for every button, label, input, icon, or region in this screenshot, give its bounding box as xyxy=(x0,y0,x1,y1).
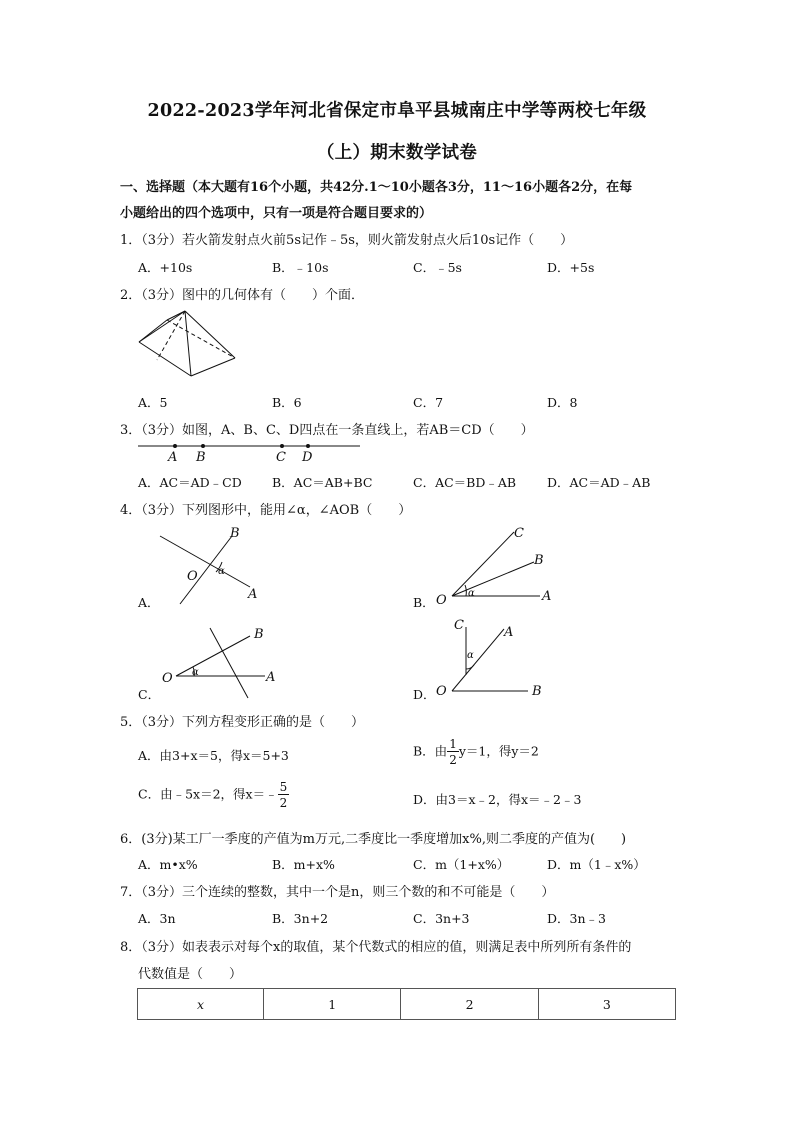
q2-option-c[interactable]: C．7 xyxy=(413,395,444,410)
q6-option-a[interactable]: A．m•x% xyxy=(138,857,198,872)
q4d-label-alpha: α xyxy=(467,650,474,661)
q4c-label-o: O xyxy=(162,671,173,686)
q3-option-c[interactable]: C．AC＝BD﹣AB xyxy=(413,475,517,490)
q6-option-c[interactable]: C．m（1+x%） xyxy=(413,857,510,872)
q3-option-a[interactable]: A．AC＝AD﹣CD xyxy=(138,475,242,490)
q4b-label-a: A xyxy=(542,589,552,604)
table-cell: x xyxy=(138,989,264,1020)
point-b-label: B xyxy=(196,450,206,465)
q5-option-d[interactable]: D．由3＝x﹣2，得x＝﹣2﹣3 xyxy=(413,792,582,807)
table-cell: 2 xyxy=(401,989,538,1020)
page-title: 2022-2023学年河北省保定市阜平县城南庄中学等两校七年级 xyxy=(147,101,647,121)
q5-option-a[interactable]: A．由3+x＝5，得x＝5+3 xyxy=(138,748,289,763)
q4a-label-o: O xyxy=(187,569,198,584)
q3-option-d[interactable]: D．AC＝AD﹣AB xyxy=(547,475,651,490)
q6-option-b[interactable]: B．m+x% xyxy=(272,857,335,872)
q5c-denominator: 2 xyxy=(279,796,288,810)
q8-stem-line2: 代数值是（ ） xyxy=(138,967,243,982)
q7-stem: 7．（3分）三个连续的整数，其中一个是n，则三个数的和不可能是（ ） xyxy=(120,885,555,900)
point-d-label: D xyxy=(302,450,313,465)
q7-option-a[interactable]: A．3n xyxy=(138,911,176,926)
q4b-label-alpha: α xyxy=(468,588,475,599)
section-header-line2: 小题给出的四个选项中，只有一项是符合题目要求的） xyxy=(120,206,433,221)
q4c-label-a: A xyxy=(266,670,276,685)
q4-figure-d xyxy=(430,615,550,700)
q2-stem: 2．（3分）图中的几何体有（ ）个面． xyxy=(120,288,365,303)
q7-option-b[interactable]: B．3n+2 xyxy=(272,911,329,926)
q5b-numerator: 1 xyxy=(449,737,457,751)
q4c-label-b: B xyxy=(254,627,264,642)
q7-option-d[interactable]: D．3n﹣3 xyxy=(547,911,606,926)
page-subtitle: （上）期末数学试卷 xyxy=(316,143,478,163)
point-a-label: A xyxy=(168,450,178,465)
q4-option-c[interactable]: C． xyxy=(138,687,161,702)
q3-number-line xyxy=(138,440,363,465)
q5b-suffix: y＝1，得y＝2 xyxy=(458,743,539,759)
section-header-line1: 一、选择题（本大题有16个小题，共42分.1～10小题各3分，11～16小题各2分，在每 xyxy=(120,180,633,195)
q5c-fraction xyxy=(278,781,290,809)
q4a-label-b: B xyxy=(230,526,240,541)
q2-option-b[interactable]: B．6 xyxy=(272,395,302,410)
q4a-label-alpha: α xyxy=(218,566,225,577)
q3-option-b[interactable]: B．AC＝AB+BC xyxy=(272,475,373,490)
q5-option-b[interactable] xyxy=(413,738,539,766)
q4b-label-o: O xyxy=(436,593,447,608)
q1-option-a[interactable]: A．+10s xyxy=(138,260,193,275)
table-cell: 1 xyxy=(264,989,401,1020)
q4-option-a[interactable]: A． xyxy=(138,595,160,610)
q2-option-a[interactable]: A．5 xyxy=(138,395,168,410)
q1-option-b[interactable]: B．﹣10s xyxy=(272,260,329,275)
q5-stem: 5．（3分）下列方程变形正确的是（ ） xyxy=(120,715,365,730)
table-cell: 3 xyxy=(538,989,675,1020)
q5b-denominator: 2 xyxy=(449,753,457,767)
q4-option-b[interactable]: B． xyxy=(413,595,435,610)
q4-stem: 4．（3分）下列图形中，能用∠α，∠AOB（ ） xyxy=(120,503,412,518)
q1-option-c[interactable]: C．﹣5s xyxy=(413,260,462,275)
q4b-label-c: C xyxy=(514,526,524,541)
q6-stem: 6．(3分)某工厂一季度的产值为m万元,二季度比一季度增加x%,则二季度的产值为( ) xyxy=(120,832,627,847)
table-row xyxy=(138,989,676,1020)
q4d-label-a: A xyxy=(504,625,514,640)
q3-stem: 3．（3分）如图，A、B、C、D四点在一条直线上，若AB＝CD（ ） xyxy=(120,423,534,438)
q4-figure-b xyxy=(430,522,560,607)
q7-option-c[interactable]: C．3n+3 xyxy=(413,911,470,926)
q4d-label-o: O xyxy=(436,684,447,699)
q8-value-table xyxy=(137,988,676,1020)
q4c-label-alpha: α xyxy=(192,667,199,678)
q1-option-d[interactable]: D．+5s xyxy=(547,260,595,275)
q4b-label-b: B xyxy=(534,553,544,568)
point-c-label: C xyxy=(276,450,286,465)
q5-option-c[interactable] xyxy=(138,781,289,809)
q8-stem-line1: 8．（3分）如表表示对每个x的取值，某个代数式的相应的值，则满足表中所列所有条件的 xyxy=(120,940,632,955)
q5c-prefix: C．由﹣5x＝2，得x＝﹣ xyxy=(138,786,278,802)
q6-option-d[interactable]: D．m（1﹣x%） xyxy=(547,857,646,872)
q4d-label-c: C xyxy=(454,618,464,633)
q4d-label-b: B xyxy=(532,684,542,699)
q5b-fraction xyxy=(447,738,459,766)
q4-figure-a xyxy=(150,522,270,607)
q1-stem: 1．（3分）若火箭发射点火前5s记作﹣5s，则火箭发射点火后10s记作（ ） xyxy=(120,233,574,248)
q4-option-d[interactable]: D． xyxy=(413,687,436,702)
q5b-prefix: B．由 xyxy=(413,743,448,759)
q4-figure-c xyxy=(150,622,280,702)
q2-option-d[interactable]: D．8 xyxy=(547,395,578,410)
pyramid-figure xyxy=(135,308,245,383)
q4a-label-a: A xyxy=(248,587,258,602)
q5c-numerator: 5 xyxy=(279,780,288,794)
